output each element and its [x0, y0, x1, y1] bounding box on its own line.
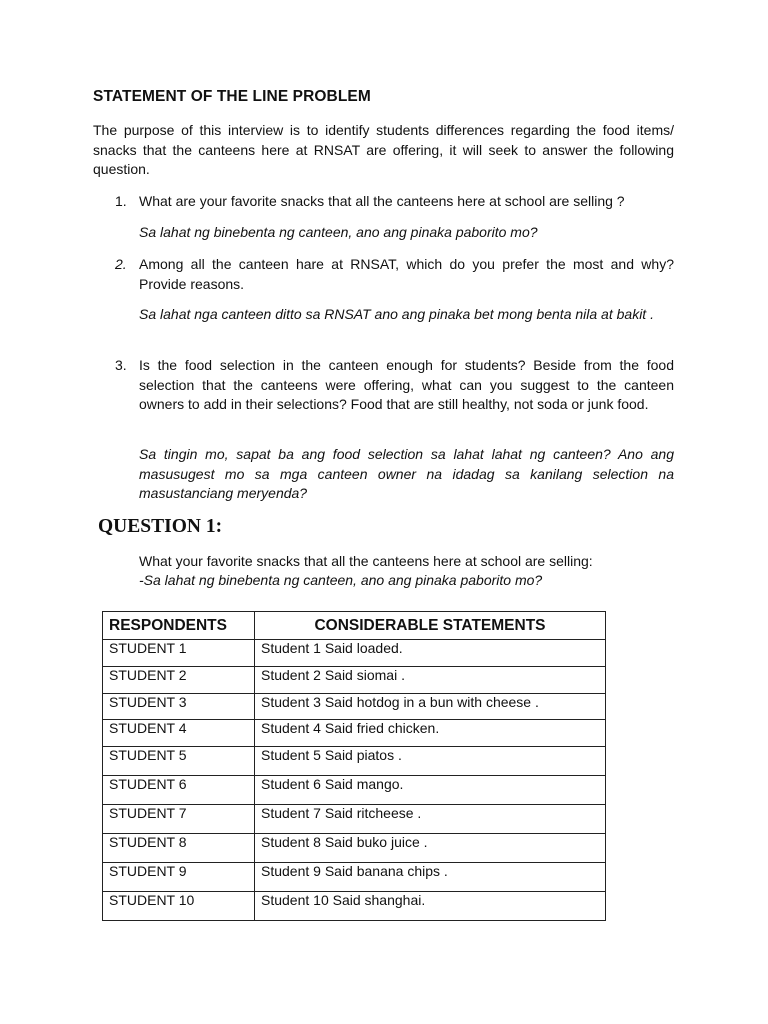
- table-row: [103, 640, 606, 667]
- question-text: Among all the canteen hare at RNSAT, which do you prefer the most and why? Provide reasons.: [139, 256, 674, 292]
- statement-cell: Student 8 Said buko juice .: [255, 834, 606, 863]
- question1-translation: -Sa lahat ng binebenta ng canteen, ano ang pinaka paborito mo?: [139, 572, 543, 588]
- statement-cell: Student 6 Said mango.: [255, 776, 606, 805]
- question1-block: [139, 552, 593, 590]
- table-row: [103, 805, 606, 834]
- table-row: [103, 720, 606, 747]
- statement-cell: Student 10 Said shanghai.: [255, 892, 606, 921]
- intro-paragraph: The purpose of this interview is to identify students differences regarding the food items/ snacks that the canteens here at RNSAT are offering, it will seek to answer the following question.: [93, 122, 674, 177]
- respondent-cell: STUDENT 3: [103, 694, 255, 720]
- table-header-row: [103, 612, 606, 640]
- respondent-cell: STUDENT 7: [103, 805, 255, 834]
- question-translation: Sa tingin mo, sapat ba ang food selection sa lahat lahat ng canteen? Ano ang masusugest mo sa mga canteen owner na idadag sa kanilang selection na masustanciang meryenda?: [139, 446, 674, 501]
- table-row: [103, 892, 606, 921]
- question-text: What are your favorite snacks that all the canteens here at school are selling ?: [139, 193, 625, 209]
- table-row: [103, 834, 606, 863]
- question-number: 2.: [115, 256, 127, 272]
- question-text: Is the food selection in the canteen enough for students? Beside from the food selection that the canteens were offering, what can you suggest to the canteen owners to add in their selections? Food that are still healthy, not soda or junk food.: [139, 357, 674, 412]
- respondent-cell: STUDENT 4: [103, 720, 255, 747]
- statement-cell: Student 1 Said loaded.: [255, 640, 606, 667]
- table-row: [103, 776, 606, 805]
- respondent-cell: STUDENT 8: [103, 834, 255, 863]
- question-number: 3.: [115, 357, 127, 373]
- respondent-cell: STUDENT 1: [103, 640, 255, 667]
- header-respondents: RESPONDENTS: [103, 612, 255, 640]
- section-heading: STATEMENT OF THE LINE PROBLEM: [93, 88, 371, 105]
- statement-cell: Student 3 Said hotdog in a bun with cheese .: [255, 694, 606, 720]
- table-row: [103, 863, 606, 892]
- table-row: [103, 747, 606, 776]
- question-number: 1.: [115, 193, 127, 209]
- statement-cell: Student 5 Said piatos .: [255, 747, 606, 776]
- header-statements: CONSIDERABLE STATEMENTS: [255, 612, 606, 640]
- statement-cell: Student 7 Said ritcheese .: [255, 805, 606, 834]
- statement-cell: Student 4 Said fried chicken.: [255, 720, 606, 747]
- responses-table: [102, 611, 606, 921]
- statement-cell: Student 9 Said banana chips .: [255, 863, 606, 892]
- question-translation: Sa lahat nga canteen ditto sa RNSAT ano ang pinaka bet mong benta nila at bakit .: [139, 306, 654, 322]
- statement-cell: Student 2 Said siomai .: [255, 667, 606, 694]
- respondent-cell: STUDENT 9: [103, 863, 255, 892]
- question1-text: What your favorite snacks that all the canteens here at school are selling:: [139, 553, 593, 569]
- table-row: [103, 667, 606, 694]
- respondent-cell: STUDENT 2: [103, 667, 255, 694]
- question-translation: Sa lahat ng binebenta ng canteen, ano ang pinaka paborito mo?: [139, 224, 538, 240]
- question1-title: QUESTION 1:: [98, 516, 223, 537]
- table-row: [103, 694, 606, 720]
- respondent-cell: STUDENT 5: [103, 747, 255, 776]
- respondent-cell: STUDENT 6: [103, 776, 255, 805]
- respondent-cell: STUDENT 10: [103, 892, 255, 921]
